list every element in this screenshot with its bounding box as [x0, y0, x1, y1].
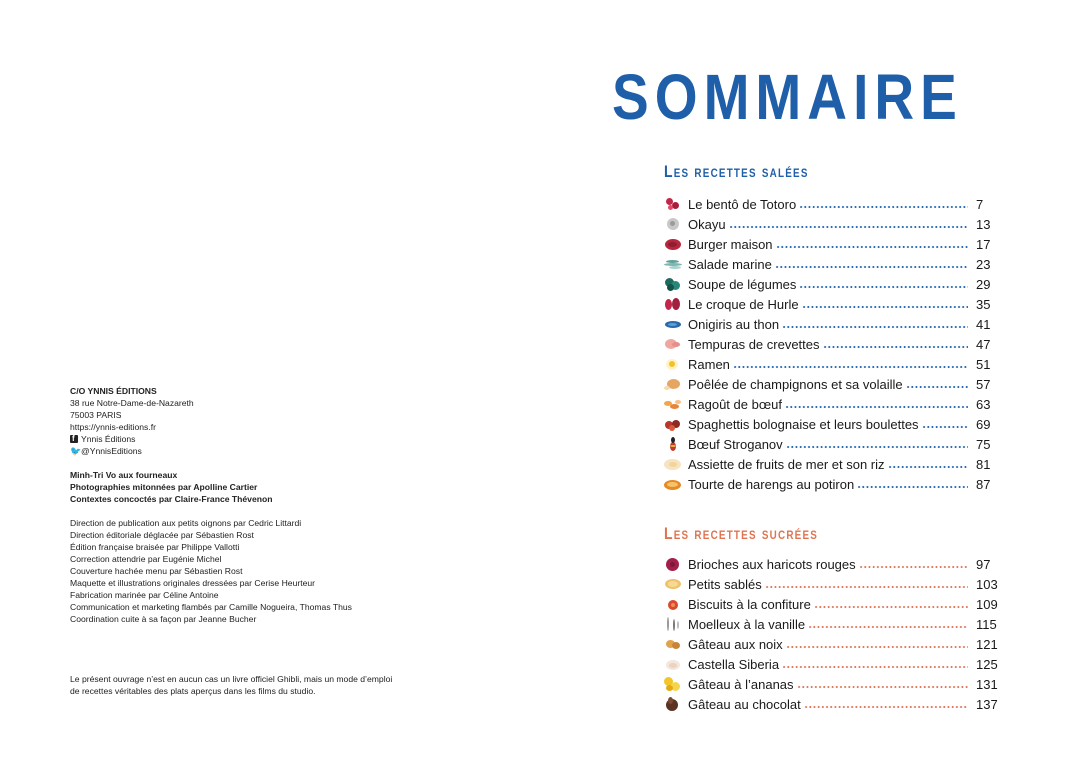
- toc-entry-page: 63: [976, 396, 991, 412]
- toc-entry-label: Le croque de Hurle: [688, 296, 799, 312]
- dot-leader: [776, 246, 968, 248]
- dot-leader: [808, 626, 968, 628]
- toc-entry-label: Ragoût de bœuf: [688, 396, 782, 412]
- toc-entry[interactable]: [664, 474, 1009, 494]
- toc-entry-label: Okayu: [688, 216, 726, 232]
- toc-entry-page: 17: [976, 236, 991, 252]
- toc-entry-page: 137: [976, 696, 998, 712]
- toc-entry-label: Gâteau à l’ananas: [688, 676, 794, 692]
- toc-entry-label: Spaghettis bolognaise et leurs boulettes: [688, 416, 919, 432]
- toc-entry-page: 51: [976, 356, 991, 372]
- dot-leader: [814, 606, 968, 608]
- toc-entry[interactable]: [664, 454, 1009, 474]
- drumstick-icon: [664, 377, 682, 391]
- shrimp-icon: [664, 337, 682, 351]
- castella-icon: [664, 657, 682, 671]
- toc-entry-page: 23: [976, 256, 991, 272]
- toc-entry-page: 121: [976, 636, 998, 652]
- toc-entry-page: 75: [976, 436, 991, 452]
- toc-entry[interactable]: [664, 594, 1009, 614]
- dot-leader: [785, 406, 968, 408]
- chocolate-icon: [664, 697, 682, 711]
- stew-icon: [664, 397, 682, 411]
- credit-line: Coordination cuite à sa façon par Jeanne Bucher: [70, 614, 257, 624]
- toc-entry-page: 115: [976, 616, 997, 632]
- toc-entry-label: Petits sablés: [688, 576, 762, 592]
- dot-leader: [857, 486, 968, 488]
- cookie-icon: [664, 577, 682, 591]
- dot-leader: [786, 646, 968, 648]
- toc-entry[interactable]: [664, 194, 1009, 214]
- dot-leader: [765, 586, 968, 588]
- toc-entry-page: 87: [976, 476, 991, 492]
- toc-entry-page: 13: [976, 216, 991, 232]
- dot-leader: [786, 446, 968, 448]
- toc-entry-label: Castella Siberia: [688, 656, 780, 672]
- publisher-block: [70, 385, 450, 457]
- toc-entry-page: 109: [976, 596, 998, 612]
- toc-entry[interactable]: [664, 654, 1009, 674]
- twitter-line[interactable]: [70, 445, 450, 457]
- rice-porridge-icon: [664, 217, 682, 231]
- section-title-salees: Les recettes salées: [664, 162, 809, 181]
- toc-entry-label: Burger maison: [688, 236, 773, 252]
- toc-entry-label: Le bentô de Totoro: [688, 196, 797, 212]
- twitter-icon: 🐦: [70, 446, 82, 456]
- jam-biscuit-icon: [664, 597, 682, 611]
- toc-entry-page: 29: [976, 276, 991, 292]
- toc-entry[interactable]: [664, 334, 1009, 354]
- facebook-line[interactable]: [70, 433, 450, 445]
- address-line: 38 rue Notre-Dame-de-Nazareth: [70, 398, 194, 408]
- credit-line: Photographies mitonnées par Apolline Cartier: [70, 482, 258, 492]
- toc-entry-page: 125: [976, 656, 998, 672]
- dot-leader: [782, 326, 968, 328]
- dot-leader: [799, 206, 968, 208]
- vegetable-icon: [664, 277, 682, 291]
- egg-icon: [664, 357, 682, 371]
- toc-entry[interactable]: [664, 694, 1009, 714]
- dot-leader: [922, 426, 968, 428]
- toc-entry-page: 35: [976, 296, 991, 312]
- toc-entry-page: 57: [976, 376, 991, 392]
- section-title-sucrees: Les recettes sucrées: [664, 524, 819, 543]
- burger-icon: [664, 237, 682, 251]
- meatball-icon: [664, 417, 682, 431]
- toc-entry[interactable]: [664, 354, 1009, 374]
- credit-line: Couverture hachée menu par Sébastien Rost: [70, 566, 243, 576]
- dot-leader: [906, 386, 968, 388]
- credit-line: Minh-Tri Vo aux fourneaux: [70, 470, 178, 480]
- vanilla-icon: [664, 617, 682, 631]
- toc-sucrees: [664, 554, 1009, 714]
- bacon-icon: [664, 297, 682, 311]
- credit-line: Direction de publication aux petits oignons par Cedric Littardi: [70, 518, 302, 528]
- credit-line: Fabrication marinée par Céline Antoine: [70, 590, 219, 600]
- bottle-icon: [664, 437, 682, 451]
- toc-entry-label: Bœuf Stroganov: [688, 436, 783, 452]
- toc-entry-label: Soupe de légumes: [688, 276, 797, 292]
- toc-entry[interactable]: [664, 274, 1009, 294]
- page-title: SOMMAIRE: [612, 61, 963, 133]
- pineapple-icon: [664, 677, 682, 691]
- toc-entry[interactable]: [664, 254, 1009, 274]
- toc-entry[interactable]: [664, 314, 1009, 334]
- toc-entry-label: Moelleux à la vanille: [688, 616, 806, 632]
- credit-line: Édition française braisée par Philippe Vallotti: [70, 542, 240, 552]
- toc-entry[interactable]: [664, 634, 1009, 654]
- toc-entry[interactable]: [664, 394, 1009, 414]
- toc-entry[interactable]: [664, 234, 1009, 254]
- toc-entry[interactable]: [664, 554, 1009, 574]
- toc-entry[interactable]: [664, 374, 1009, 394]
- toc-entry-label: Onigiris au thon: [688, 316, 780, 332]
- dot-leader: [859, 566, 968, 568]
- twitter-handle: @YnnisEditions: [81, 446, 142, 456]
- pie-icon: [664, 477, 682, 491]
- toc-entry-label: Gâteau aux noix: [688, 636, 783, 652]
- disclaimer-line: de recettes véritables des plats aperçus dans les films du studio.: [70, 686, 316, 696]
- red-bean-icon: [664, 557, 682, 571]
- toc-entry-page: 7: [976, 196, 984, 212]
- toc-entry-label: Tempuras de crevettes: [688, 336, 820, 352]
- dot-leader: [799, 286, 968, 288]
- credit-line: Maquette et illustrations originales dressées par Cerise Heurteur: [70, 578, 316, 588]
- toc-entry[interactable]: [664, 614, 1009, 634]
- main-credits: [70, 469, 450, 505]
- toc-entry-label: Gâteau au chocolat: [688, 696, 801, 712]
- dot-leader: [797, 686, 968, 688]
- toc-entry-page: 103: [976, 576, 998, 592]
- toc-entry[interactable]: [664, 414, 1009, 434]
- address-line: 75003 PARIS: [70, 410, 122, 420]
- onigiri-icon: [664, 317, 682, 331]
- facebook-icon: [70, 435, 78, 443]
- disclaimer-line: Le présent ouvrage n’est en aucun cas un livre officiel Ghibli, mais un mode d’emploi: [70, 674, 393, 684]
- toc-entry-label: Poêlée de champignons et sa volaille: [688, 376, 903, 392]
- dot-leader: [729, 226, 968, 228]
- disclaimer: [70, 673, 450, 697]
- dot-leader: [823, 346, 968, 348]
- dot-leader: [733, 366, 968, 368]
- toc-entry-label: Tourte de harengs au potiron: [688, 476, 855, 492]
- toc-entry-label: Biscuits à la confiture: [688, 596, 811, 612]
- toc-entry-label: Brioches aux haricots rouges: [688, 556, 856, 572]
- toc-entry[interactable]: [664, 434, 1009, 454]
- colophon: [70, 385, 450, 637]
- dot-leader: [782, 666, 968, 668]
- toc-entry[interactable]: [664, 294, 1009, 314]
- credit-line: Correction attendrie par Eugénie Michel: [70, 554, 222, 564]
- facebook-handle: Ynnis Éditions: [81, 434, 136, 444]
- credit-line: Direction éditoriale déglacée par Sébastien Rost: [70, 530, 254, 540]
- dot-leader: [888, 466, 968, 468]
- toc-entry-page: 131: [976, 676, 998, 692]
- toc-entry-page: 69: [976, 416, 991, 432]
- toc-entry-label: Assiette de fruits de mer et son riz: [688, 456, 885, 472]
- credit-line: Communication et marketing flambés par Camille Nogueira, Thomas Thus: [70, 602, 352, 612]
- toc-salees: [664, 194, 1009, 494]
- dot-leader: [775, 266, 968, 268]
- website-link[interactable]: https://ynnis-editions.fr: [70, 422, 156, 432]
- credit-line: Contextes concoctés par Claire-France Thévenon: [70, 494, 273, 504]
- dot-leader: [802, 306, 968, 308]
- seaweed-icon: [664, 257, 682, 271]
- toc-entry[interactable]: [664, 674, 1009, 694]
- rice-icon: [664, 457, 682, 471]
- toc-entry-label: Salade marine: [688, 256, 772, 272]
- toc-entry-page: 81: [976, 456, 991, 472]
- toc-entry-label: Ramen: [688, 356, 730, 372]
- publisher-name: C/O YNNIS ÉDITIONS: [70, 386, 157, 396]
- bento-icon: [664, 197, 682, 211]
- toc-entry-page: 47: [976, 336, 991, 352]
- toc-entry-page: 97: [976, 556, 991, 572]
- dot-leader: [804, 706, 968, 708]
- toc-entry[interactable]: [664, 574, 1009, 594]
- toc-entry-page: 41: [976, 316, 991, 332]
- walnut-icon: [664, 637, 682, 651]
- team-credits: [70, 517, 450, 625]
- toc-entry[interactable]: [664, 214, 1009, 234]
